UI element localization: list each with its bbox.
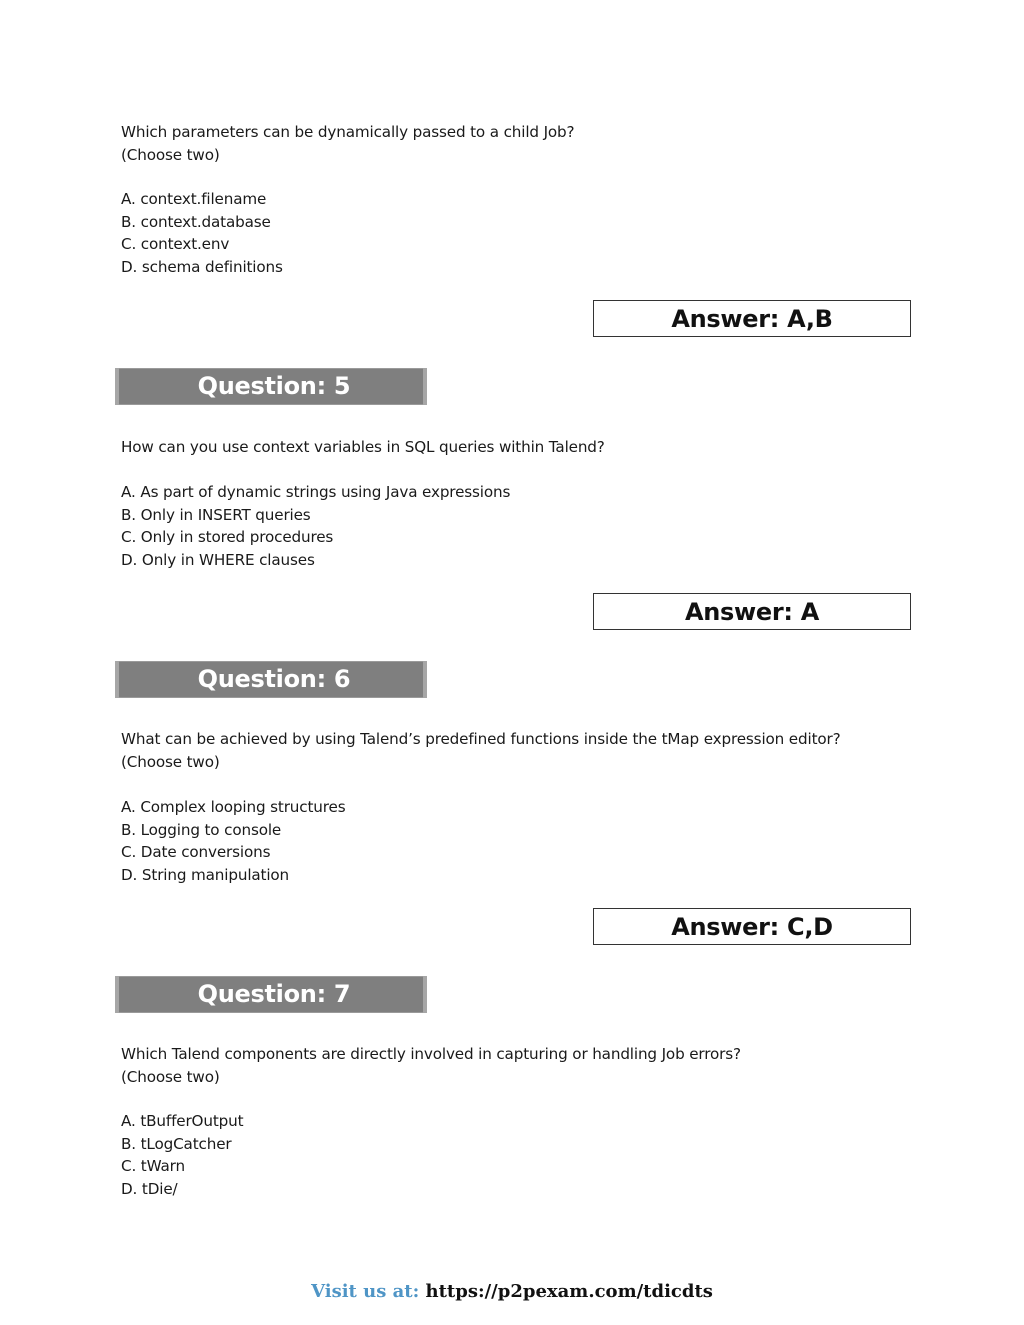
question-5-banner xyxy=(115,368,427,405)
question-5-text xyxy=(121,436,605,459)
option-c: C. context.env xyxy=(121,235,230,253)
question-4-options xyxy=(121,188,283,278)
option-d: D. Only in WHERE clauses xyxy=(121,550,315,569)
question-7-line: (Choose two) xyxy=(121,1067,220,1086)
question-5-title: Question: 5 xyxy=(197,372,351,400)
question-6-banner xyxy=(115,661,427,698)
option-a: A. tBufferOutput xyxy=(121,1112,244,1130)
option-a: A. context.filename xyxy=(121,190,267,208)
footer-url-link[interactable]: https://p2pexam.com/tdicdts xyxy=(425,1281,713,1302)
question-6-options xyxy=(121,796,345,886)
option-c: C. Date conversions xyxy=(121,843,271,861)
option-d: D. tDie/ xyxy=(121,1179,178,1198)
option-a: A. Complex looping structures xyxy=(121,798,346,816)
page-footer xyxy=(0,1281,1024,1302)
question-6-line: What can be achieved by using Talend’s predefined functions inside the tMap expression editor? xyxy=(121,730,841,748)
option-c: C. tWarn xyxy=(121,1157,185,1175)
question-4-text xyxy=(121,121,574,166)
option-a: A. As part of dynamic strings using Java expressions xyxy=(121,483,511,501)
answer-box-4: Answer: A,B xyxy=(593,300,911,337)
option-b: B. context.database xyxy=(121,212,271,231)
option-c: C. Only in stored procedures xyxy=(121,528,334,546)
option-b: B. tLogCatcher xyxy=(121,1134,232,1153)
question-5-line: How can you use context variables in SQL queries within Talend? xyxy=(121,438,605,456)
question-6-text xyxy=(121,728,841,773)
question-6-title: Question: 6 xyxy=(197,665,351,693)
question-4-line: Which parameters can be dynamically passed to a child Job? xyxy=(121,123,575,141)
option-d: D. String manipulation xyxy=(121,865,290,884)
question-7-title: Question: 7 xyxy=(197,980,351,1008)
answer-box-6: Answer: C,D xyxy=(593,908,911,945)
option-b: B. Logging to console xyxy=(121,820,282,839)
question-4-line: (Choose two) xyxy=(121,145,220,164)
question-7-text xyxy=(121,1043,741,1088)
question-7-options xyxy=(121,1110,243,1200)
question-6-line: (Choose two) xyxy=(121,752,220,771)
question-5-options xyxy=(121,481,510,571)
footer-visit-label: Visit us at: xyxy=(311,1281,420,1302)
question-7-banner xyxy=(115,976,427,1013)
option-d: D. schema definitions xyxy=(121,257,283,276)
question-7-line: Which Talend components are directly involved in capturing or handling Job errors? xyxy=(121,1045,741,1063)
answer-box-5: Answer: A xyxy=(593,593,911,630)
option-b: B. Only in INSERT queries xyxy=(121,505,311,524)
